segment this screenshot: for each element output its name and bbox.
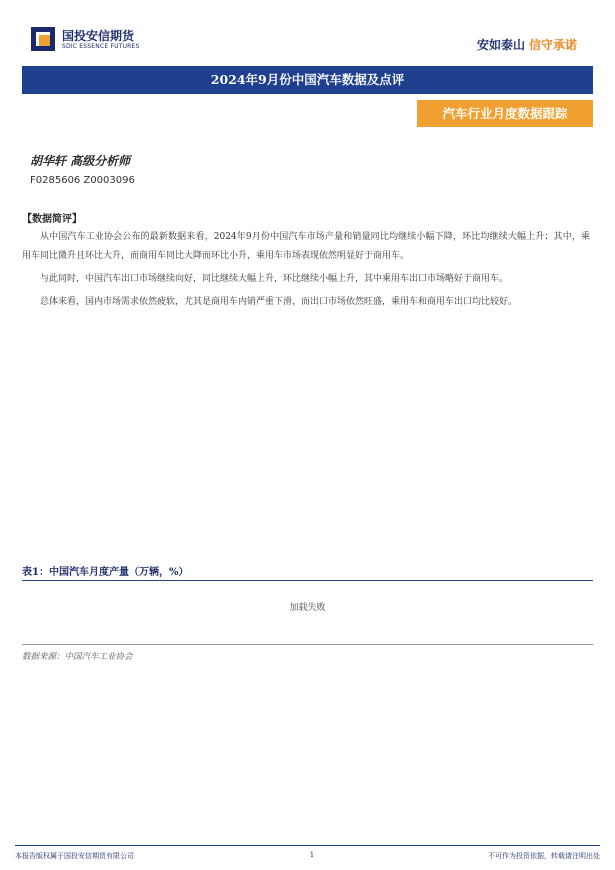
page-number: 1 [309, 851, 315, 859]
slogan-part-1: 安如泰山 [476, 38, 525, 52]
logo-mark-icon [30, 26, 56, 52]
section-body [22, 228, 590, 316]
slogan [477, 36, 577, 53]
table-load-status: 加载失败 [289, 603, 326, 613]
footer-disclaimer: 不可作为投资依据，转载请注明出处 [488, 852, 600, 860]
logo-text-en: SDIC ESSENCE FUTURES [62, 43, 140, 50]
analyst-cert: F0285606 Z0003096 [30, 175, 135, 186]
paragraph: 从中国汽车工业协会公布的最新数据来看，2024年9月份中国汽车市场产量和销量同比均继续小幅下降，环比均继续大幅上升；其中，乘用车同比微升且环比大升，而商用车同比大降而环比小升，乘用车市场表现依然明显好于商用车。 [22, 232, 590, 261]
table-header [22, 560, 593, 581]
report-title: 2024年9月份中国汽车数据及点评 [22, 66, 593, 94]
company-logo [30, 26, 160, 54]
logo-text-cn: 国投安信期货 [62, 29, 135, 43]
footer-rule [15, 845, 600, 846]
footer-copyright: 本报告版权属于国投安信期货有限公司 [15, 852, 134, 860]
table-bottom-rule [22, 644, 593, 645]
slogan-part-2: 信守承诺 [528, 38, 577, 52]
section-heading: 【数据简评】 [22, 214, 82, 225]
data-source: 数据来源：中国汽车工业协会 [22, 652, 133, 662]
analyst-name: 胡华轩 高级分析师 [30, 154, 131, 168]
paragraph: 总体来看，国内市场需求依然疲软，尤其是商用车内销严重下滑，而出口市场依然旺盛，乘用车和商用车出口均比较好。 [40, 297, 518, 307]
table-title: 表1：中国汽车月度产量（万辆，%） [22, 567, 189, 578]
report-tag: 汽车行业月度数据跟踪 [417, 100, 593, 127]
paragraph: 与此同时，中国汽车出口市场继续向好，同比继续大幅上升，环比继续小幅上升，其中乘用车出口市场略好于商用车。 [40, 274, 509, 284]
